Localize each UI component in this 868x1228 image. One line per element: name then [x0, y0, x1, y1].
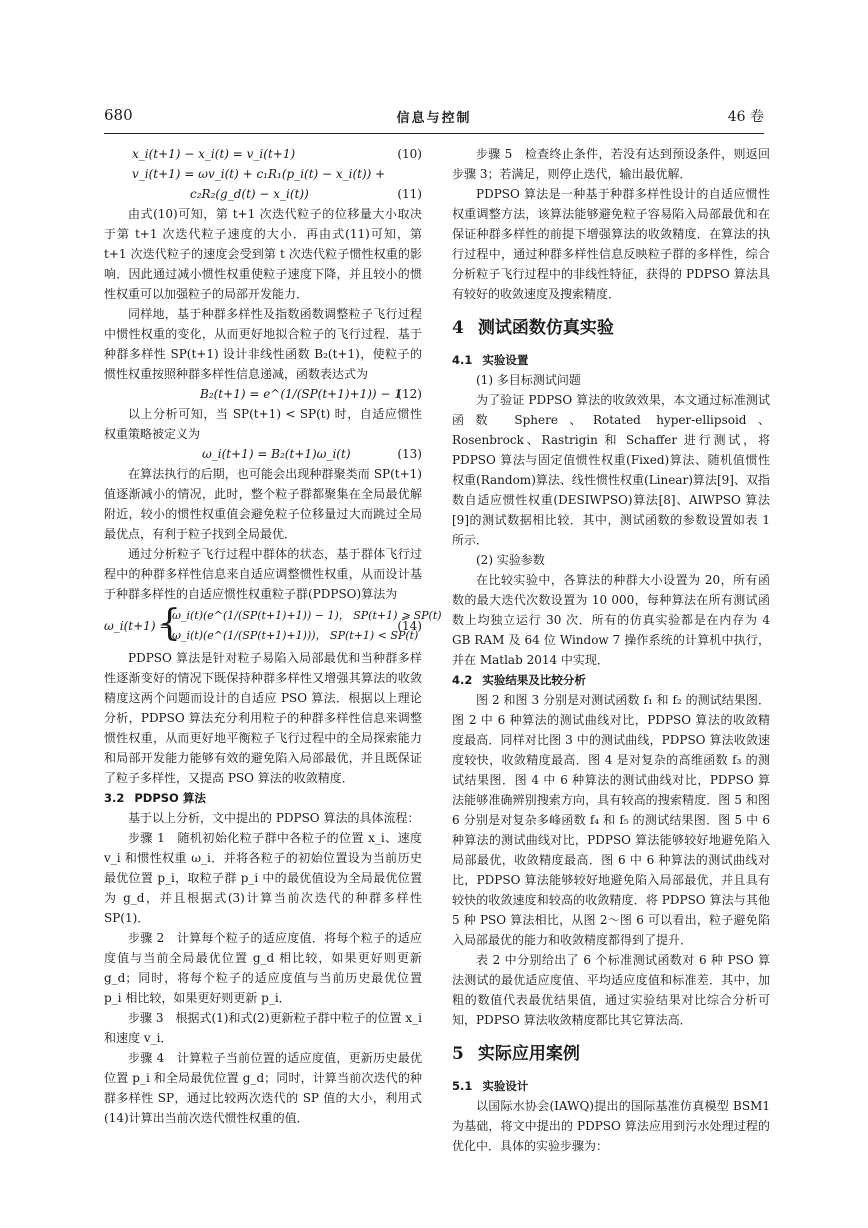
equation-12 — [104, 384, 422, 404]
paragraph: PDPSO 算法是一种基于种群多样性设计的自适应惯性权重调整方法，该算法能够避免粒子容易陷入局部最优和在保证种群多样性的前提下增强算法的收敛精度．在算法的执行过程中，通过种群多样性信息反映粒子群的多样性，综合分析粒子飞行过程中的非线性特征，获得的 PDPSO 算法具有较好的收敛速度及搜索精度． — [452, 187, 770, 301]
paragraph: 以上分析可知，当 SP(t+1) < SP(t) 时，自适应惯性权重策略被定义为 — [104, 407, 422, 441]
journal-name: 信息与控制 — [396, 111, 472, 126]
volume-label: 46 卷 — [727, 109, 764, 125]
paragraph: 步骤 3 根据式(1)和式(2)更新粒子群中粒子的位置 x_i 和速度 v_i． — [104, 1011, 422, 1045]
equation-13 — [104, 444, 422, 464]
paragraph: 为了验证 PDPSO 算法的收敛效果，本文通过标准测试函数 Sphere、Rotated hyper-ellipsoid、Rosenbrock、Rastrigin 和 Schaffer 进行测试，将 PDPSO 算法与固定值惯性权重(Fixed)算法、随机值惯性权重(Random)算法、线性惯性权重(Linear)算法[9]、双指数自适应惯性权重(DESIWPSO)算法[8]、AIWPSO 算法[9]的测试数据相比较．其中，测试函数的参数设置如表 1 所示． — [452, 393, 770, 547]
equation-body: v_i(t+1) = ωv_i(t) + c₁R₁(p_i(t) − x_i(t)) + — [132, 167, 386, 181]
section-number: 5 — [452, 1044, 464, 1064]
paragraph: (2) 实验参数 — [476, 553, 545, 567]
left-column — [104, 144, 442, 1128]
section-heading-3-2 — [104, 788, 422, 808]
right-column — [452, 144, 770, 1156]
paragraph: 在比较实验中，各算法的种群大小设置为 20，所有函数的最大迭代次数设置为 10 000，每种算法在所有测试函数上均独立运行 30 次．所有的仿真实验都是在内存为 4 GB RAM 及 64 位 Window 7 操作系统的计算机中执行，并在 Matlab 2014 中实现． — [452, 573, 770, 667]
section-heading-5 — [452, 1042, 770, 1066]
page-number: 680 — [104, 106, 133, 124]
equation-body: x_i(t+1) − x_i(t) = v_i(t+1) — [132, 147, 296, 161]
section-heading-5-1 — [452, 1076, 770, 1096]
section-number: 4.2 — [452, 673, 473, 687]
section-heading-4-2 — [452, 670, 770, 690]
equation-lhs: ω_i(t+1) = — [104, 619, 170, 633]
equation-number: (11) — [397, 187, 422, 201]
section-number: 4 — [452, 318, 464, 338]
section-heading-4-1 — [452, 350, 770, 370]
paragraph: 以国际水协会(IAWQ)提出的国际基准仿真模型 BSM1 为基础，将文中提出的 PDPSO 算法应用到污水处理过程的优化中．具体的实验步骤为： — [452, 1099, 770, 1153]
paragraph: PDPSO 算法是针对粒子易陷入局部最优和当种群多样性逐渐变好的情况下既保持种群多样性又增强其算法的收敛精度这两个问题而设计的自适应 PSO 算法．根据以上理论分析，PDPSO 算法充分利用粒子的种群多样性信息来调整惯性权重，从而更好地平衡粒子飞行过程中的全局探索能力和局部开发能力能够有效的避免陷入局部最优，并且既保证了粒子多样性，又提高 PSO 算法的收敛精度． — [104, 651, 422, 785]
running-header — [104, 106, 764, 128]
equation-number: (10) — [397, 147, 422, 161]
equation-number: (13) — [397, 447, 422, 461]
paragraph: (1) 多目标测试问题 — [476, 373, 581, 387]
paragraph: 在算法执行的后期，也可能会出现种群聚类而 SP(t+1) 值逐渐减小的情况，此时，整个粒子群都聚集在全局最优解附近，较小的惯性权重值会避免粒子位移量过大而跳过全局最优点，有利于粒子找到全局最优． — [104, 467, 422, 541]
section-number: 3.2 — [104, 791, 125, 805]
equation-number: (14) — [397, 619, 422, 633]
section-title: 实际应用案例 — [477, 1044, 580, 1064]
section-number: 5.1 — [452, 1079, 473, 1093]
equation-case-1: ω_i(t)(e^(1/(SP(t+1)+1)) − 1)， SP(t+1) ⩾ SP(t) — [172, 609, 442, 622]
equation-14 — [104, 603, 442, 648]
section-title: PDPSO 算法 — [134, 791, 206, 805]
equation-case-2: ω_i(t)(e^(1/(SP(t+1)+1)))， SP(t+1) < SP(t) — [172, 629, 419, 642]
equation-body: ω_i(t+1) = B₂(t+1)ω_i(t) — [202, 447, 351, 461]
section-title: 实验设置 — [482, 353, 529, 367]
equation-10 — [104, 144, 422, 164]
paragraph: 通过分析粒子飞行过程中群体的状态，基于群体飞行过程中的种群多样性信息来自适应调整惯性权重，从而设计基于种群多样性的自适应惯性权重粒子群(PDPSO)算法为 — [104, 547, 422, 601]
equation-body: c₂R₂(g_d(t) − x_i(t)) — [190, 187, 309, 201]
paragraph: 同样地，基于种群多样性及指数函数调整粒子飞行过程中惯性权重的变化，从而更好地拟合粒子的飞行过程．基于种群多样性 SP(t+1) 设计非线性函数 B₂(t+1)，使粒子的惯性权重按照种群多样性信息递减，函数表达式为 — [104, 307, 422, 381]
section-title: 实验结果及比较分析 — [482, 673, 586, 687]
section-title: 测试函数仿真实验 — [477, 318, 614, 338]
paragraph: 基于以上分析，文中提出的 PDPSO 算法的具体流程： — [128, 811, 420, 825]
header-rule — [104, 133, 764, 134]
paragraph: 步骤 4 计算粒子当前位置的适应度值，更新历史最优位置 p_i 和全局最优位置 g_d；同时，计算当前次迭代的种群多样性 SP，通过比较两次迭代的 SP 值的大小，利用式(14)计算出当前次迭代惯性权重的值． — [104, 1051, 422, 1125]
paragraph: 步骤 1 随机初始化粒子群中各粒子的位置 x_i、速度 v_i 和惯性权重 ω_i．并将各粒子的初始位置设为当前历史最优位置 p_i，取粒子群 p_i 中的最优值设为全局最优位置为 g_d，并且根据式(3)计算当前次迭代的种群多样性 SP(1)． — [104, 831, 422, 925]
paragraph: 由式(10)可知，第 t+1 次迭代粒子的位移量大小取决于第 t+1 次迭代粒子速度的大小．再由式(11)可知，第 t+1 次迭代粒子的速度会受到第 t 次迭代粒子惯性权重的影响．因此通过减小惯性权重使粒子速度下降，并且较小的惯性权重可以加强粒子的局部开发能力． — [104, 207, 422, 301]
paragraph: 图 2 和图 3 分别是对测试函数 f₁ 和 f₂ 的测试结果图．图 2 中 6 种算法的测试曲线对比，PDPSO 算法的收敛精度最高．同样对比图 3 中的测试曲线，PDPSO 算法收敛速度较快，收敛精度最高．图 4 是对复杂的高维函数 f₃ 的测试结果图．图 4 中 6 种算法的测试曲线对比，PDPSO 算法能够准确辨别搜索方向，具有较高的搜索精度．图 5 和图 6 分别是对复杂多峰函数 f₄ 和 f₅ 的测试结果图．图 5 中 6 种算法的测试曲线对比，PDPSO 算法能够较好地避免陷入局部最优，收敛精度最高．图 6 中 6 种算法的测试曲线对比，PDPSO 算法能够较好地避免陷入局部最优，并且具有较快的收敛速度和较高的收敛精度．将 PDPSO 算法与其他 5 种 PSO 算法相比，从图 2～图 6 可以看出，粒子避免陷入局部最优的能力和收敛精度都得到了提升． — [452, 693, 770, 947]
equation-11-line1 — [104, 164, 422, 184]
paragraph: 步骤 2 计算每个粒子的适应度值．将每个粒子的适应度值与当前全局最优位置 g_d 相比较，如果更好则更新 g_d；同时，将每个粒子的适应度值与当前历史最优位置 p_i 相比较，如果更好则更新 p_i． — [104, 931, 422, 1005]
equation-number: (12) — [397, 387, 422, 401]
equation-body: B₂(t+1) = e^(1/(SP(t+1)+1)) − 1 — [200, 387, 402, 401]
section-heading-4 — [452, 316, 770, 340]
equation-11-line2 — [104, 184, 422, 204]
paragraph: 表 2 中分别给出了 6 个标准测试函数对 6 种 PSO 算法测试的最优适应度值、平均适应度值和标准差．其中，加粗的数值代表最优结果值，通过实验结果对比综合分析可知，PDPSO 算法收敛精度都比其它算法高． — [452, 953, 770, 1027]
section-number: 4.1 — [452, 353, 473, 367]
brace-symbol: { — [158, 603, 181, 644]
paragraph: 步骤 5 检查终止条件，若没有达到预设条件，则返回步骤 3；若满足，则停止迭代，输出最优解． — [452, 147, 770, 181]
section-title: 实验设计 — [482, 1079, 529, 1093]
